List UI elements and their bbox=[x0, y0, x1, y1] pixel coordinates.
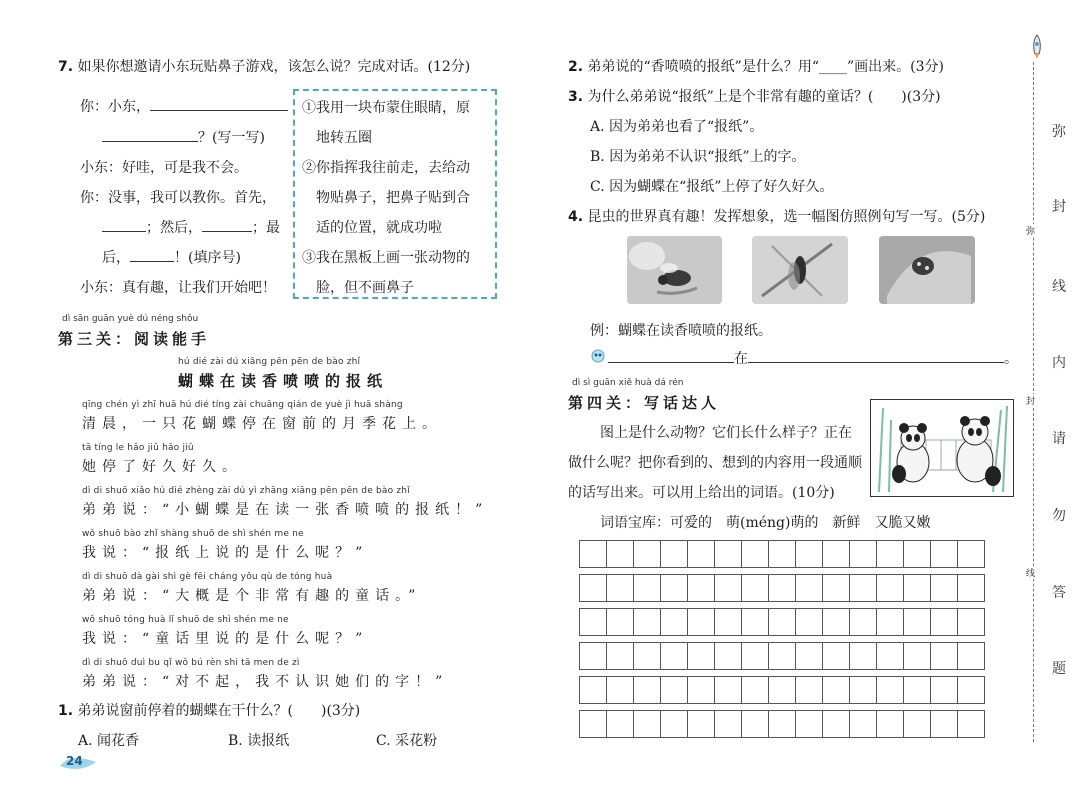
rocket-icon bbox=[1030, 34, 1044, 60]
story-line-4: 我说：“报纸上说的是什么呢？” bbox=[82, 545, 369, 561]
bee-icon bbox=[627, 236, 722, 304]
write-line-2: 做什么呢？把你看到的、想到的内容用一段通顺 bbox=[568, 455, 862, 471]
answer-blank[interactable] bbox=[748, 348, 1004, 363]
question-number: 1. bbox=[58, 703, 74, 719]
section4-pinyin: dì sì guān xiě huà dá rén bbox=[572, 378, 684, 388]
dialog-text: 后， bbox=[102, 250, 130, 266]
fill-text: 。 bbox=[1004, 351, 1018, 367]
owl-icon bbox=[591, 348, 605, 362]
word-bank: 词语宝库：可爱的 萌(méng)萌的 新鲜 又脆又嫩 bbox=[600, 515, 931, 531]
option-c[interactable]: C. 采花粉 bbox=[376, 733, 438, 749]
cicada-icon bbox=[752, 236, 848, 304]
story-pinyin-7: dì di shuō duì bu qǐ wǒ bú rèn shi tā men de zì bbox=[82, 658, 300, 668]
page-number-badge bbox=[58, 752, 98, 774]
writing-grid-row-5[interactable] bbox=[579, 676, 985, 704]
dialog-line-2 bbox=[102, 127, 265, 147]
question-4 bbox=[568, 206, 985, 226]
question-text: 弟弟说窗前停着的蝴蝶在干什么？( )(3分) bbox=[77, 703, 361, 719]
dialog-text: ；然后， bbox=[146, 220, 202, 236]
bee-photo[interactable] bbox=[627, 236, 722, 304]
margin-char-3: 线 bbox=[1052, 279, 1066, 295]
question-text: 如果你想邀请小东玩贴鼻子游戏，该怎么说？完成对话。(12分) bbox=[77, 59, 471, 75]
question-2 bbox=[568, 56, 944, 76]
story-pinyin-1: qīng chén yì zhī huā hú dié tíng zài chuāng qián de yuè jì huā shàng bbox=[82, 400, 403, 410]
ladybug-icon bbox=[879, 236, 975, 304]
margin-small-1: 弥 bbox=[1026, 224, 1035, 237]
dialog-line-7: 小东：真有趣，让我们开始吧！ bbox=[80, 280, 276, 296]
story-line-6: 我说：“童话里说的是什么呢？” bbox=[82, 631, 369, 647]
question-text: 昆虫的世界真有趣！发挥想象，选一幅图仿照例句写一写。(5分) bbox=[587, 209, 986, 225]
write-line-1: 图上是什么动物？它们长什么样子？正在 bbox=[600, 425, 852, 441]
option-a[interactable]: A. 闻花香 bbox=[78, 733, 140, 749]
margin-small-3: 线 bbox=[1026, 566, 1035, 579]
margin-char-7: 答 bbox=[1052, 585, 1066, 601]
story-line-3: 弟弟说：“小蝴蝶是在读一张香喷喷的报纸！” bbox=[82, 502, 489, 518]
panda-picture bbox=[870, 399, 1014, 497]
margin-char-8: 题 bbox=[1052, 661, 1066, 677]
section3-pinyin: dì sān guān yuè dú néng shǒu bbox=[62, 314, 199, 324]
story-pinyin-3: dì di shuō xiǎo hú dié zhèng zài dú yì zhāng xiāng pēn pēn de bào zhǐ bbox=[82, 486, 410, 496]
story-pinyin-6: wǒ shuō tóng huà lǐ shuō de shì shén me ne bbox=[82, 615, 289, 625]
dialog-text: ！(填序号) bbox=[174, 250, 241, 266]
question-1 bbox=[58, 700, 360, 720]
story-pinyin-4: wǒ shuō bào zhǐ shàng shuō de shì shén me ne bbox=[82, 529, 304, 539]
answer-blank[interactable] bbox=[608, 348, 734, 363]
story-title-pinyin: hú dié zài dú xiāng pēn pēn de bào zhǐ bbox=[178, 357, 361, 367]
write-line-3: 的话写出来。可以用上给出的词语。(10分) bbox=[568, 485, 835, 501]
writing-grid-row-2[interactable] bbox=[579, 574, 985, 602]
story-title: 蝴蝶在读香喷喷的报纸 bbox=[178, 372, 389, 390]
dialog-text: 你：小东， bbox=[80, 99, 150, 115]
option-b[interactable]: B. 读报纸 bbox=[228, 733, 290, 749]
page-number: 24 bbox=[66, 754, 83, 768]
question-text: 弟弟说的“香喷喷的报纸”是什么？用“____”画出来。(3分) bbox=[587, 59, 944, 75]
writing-grid-row-6[interactable] bbox=[579, 710, 985, 738]
question-number: 2. bbox=[568, 59, 584, 75]
option-c[interactable]: C. 因为蝴蝶在“报纸”上停了好久好久。 bbox=[590, 179, 834, 195]
question-text: 为什么弟弟说“报纸”上是个非常有趣的童话？( )(3分) bbox=[587, 89, 941, 105]
margin-small-2: 封 bbox=[1026, 394, 1035, 407]
question-3 bbox=[568, 86, 941, 106]
cicada-photo[interactable] bbox=[752, 236, 848, 304]
dialog-line-3: 小东：好哇，可是我不会。 bbox=[80, 160, 248, 176]
dialog-line-6 bbox=[102, 247, 241, 267]
question-number: 7. bbox=[58, 59, 74, 75]
story-pinyin-5: dì di shuō dà gài shì gè fēi cháng yǒu qù de tóng huà bbox=[82, 572, 333, 582]
margin-char-2: 封 bbox=[1052, 199, 1066, 215]
answer-blank[interactable] bbox=[150, 96, 288, 111]
story-line-1: 清晨，一只花蝴蝶停在窗前的月季花上。 bbox=[82, 416, 442, 432]
ladybug-photo[interactable] bbox=[879, 236, 975, 304]
section3-title: 第三关：阅读能手 bbox=[58, 330, 211, 348]
imitation-line bbox=[608, 348, 1018, 368]
option-a[interactable]: A. 因为弟弟也看了“报纸”。 bbox=[590, 119, 764, 135]
panda-icon bbox=[871, 400, 1013, 496]
dialog-text: ？(写一写) bbox=[198, 130, 265, 146]
section4-title: 第四关：写话达人 bbox=[568, 394, 721, 412]
margin-char-6: 勿 bbox=[1052, 508, 1066, 524]
margin-char-5: 请 bbox=[1052, 431, 1066, 447]
question-number: 3. bbox=[568, 89, 584, 105]
example-sentence: 例：蝴蝶在读香喷喷的报纸。 bbox=[590, 323, 772, 339]
box-line-2: 地转五圈 bbox=[316, 130, 372, 146]
answer-blank[interactable] bbox=[130, 247, 174, 262]
box-line-1: ①我用一块布蒙住眼睛，原 bbox=[302, 100, 470, 116]
margin-char-4: 内 bbox=[1052, 355, 1066, 371]
writing-grid-row-3[interactable] bbox=[579, 608, 985, 636]
box-line-7: 脸，但不画鼻子 bbox=[316, 280, 414, 296]
question-number: 4. bbox=[568, 209, 584, 225]
margin-char-1: 弥 bbox=[1052, 124, 1066, 140]
option-b[interactable]: B. 因为弟弟不认识“报纸”上的字。 bbox=[590, 149, 806, 165]
box-line-6: ③我在黑板上画一张动物的 bbox=[302, 250, 470, 266]
dialog-text: ；最 bbox=[252, 220, 280, 236]
answer-blank[interactable] bbox=[102, 127, 198, 142]
story-line-7: 弟弟说：“对不起，我不认识她们的字！” bbox=[82, 674, 449, 690]
box-line-5: 适的位置，就成功啦 bbox=[316, 220, 442, 236]
dialog-line-4: 你：没事，我可以教你。首先， bbox=[80, 190, 276, 206]
dialog-line-1 bbox=[80, 96, 288, 116]
writing-grid-row-1[interactable] bbox=[579, 540, 985, 568]
box-line-3: ②你指挥我往前走，去给动 bbox=[302, 160, 470, 176]
story-line-2: 她停了好久好久。 bbox=[82, 459, 242, 475]
story-line-5: 弟弟说：“大概是个非常有趣的童话。” bbox=[82, 588, 422, 604]
dialog-line-5 bbox=[102, 217, 280, 237]
fill-text: 在 bbox=[734, 351, 748, 367]
question-7 bbox=[58, 56, 470, 76]
story-pinyin-2: tā tíng le hǎo jiǔ hǎo jiǔ bbox=[82, 443, 194, 453]
answer-blank[interactable] bbox=[202, 217, 252, 232]
box-line-4: 物贴鼻子，把鼻子贴到合 bbox=[316, 190, 470, 206]
answer-blank[interactable] bbox=[102, 217, 146, 232]
writing-grid-row-4[interactable] bbox=[579, 642, 985, 670]
